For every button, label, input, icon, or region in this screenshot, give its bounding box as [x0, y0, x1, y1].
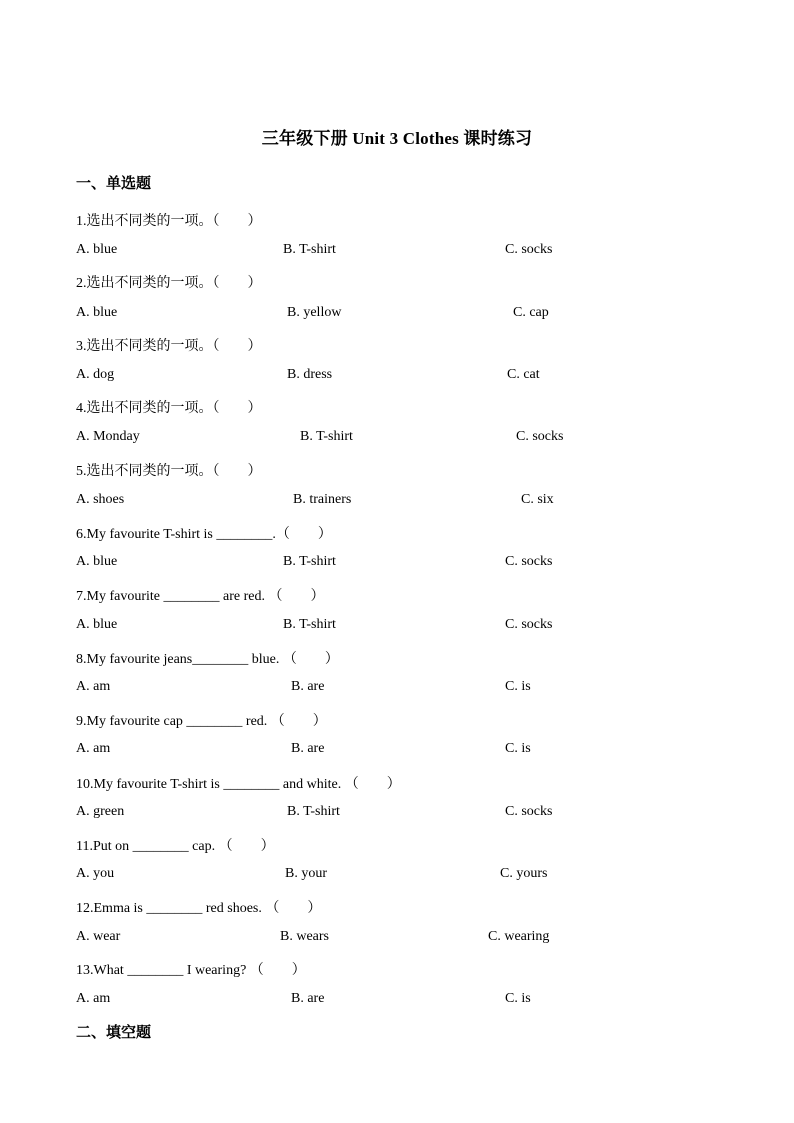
question-stem: 8.My favourite jeans________ blue. （ ）: [76, 652, 339, 667]
option-a: A. blue: [76, 305, 118, 320]
option-b: B. T-shirt: [283, 554, 336, 569]
option-b: B. T-shirt: [283, 617, 336, 632]
question-stem: 10.My favourite T-shirt is ________ and white. （ ）: [76, 777, 401, 792]
option-b: B. your: [285, 866, 327, 881]
question-stem: 9.My favourite cap ________ red. （ ）: [76, 714, 327, 729]
option-c: C. socks: [505, 804, 553, 819]
option-a: A. blue: [76, 242, 118, 257]
option-a: A. am: [76, 679, 111, 694]
section-heading-single-choice: 一、单选题: [76, 176, 152, 192]
question-stem: 6.My favourite T-shirt is ________.（ ）: [76, 527, 332, 542]
option-a: A. wear: [76, 929, 121, 944]
option-a: A. am: [76, 741, 111, 756]
option-c: C. yours: [500, 866, 548, 881]
option-a: A. blue: [76, 554, 118, 569]
section-heading-fill-in: 二、填空题: [76, 1025, 152, 1041]
option-c: C. wearing: [488, 929, 550, 944]
option-c: C. cap: [513, 305, 549, 320]
option-a: A. blue: [76, 617, 118, 632]
question-stem: 7.My favourite ________ are red. （ ）: [76, 589, 325, 604]
option-a: A. dog: [76, 367, 115, 382]
question-stem: 2.选出不同类的一项。（ ）: [76, 276, 262, 291]
option-c: C. socks: [505, 617, 553, 632]
option-b: B. wears: [280, 929, 329, 944]
option-b: B. trainers: [293, 492, 352, 507]
option-a: A. green: [76, 804, 125, 819]
option-c: C. is: [505, 741, 531, 756]
question-stem: 13.What ________ I wearing? （ ）: [76, 963, 306, 978]
option-c: C. socks: [516, 429, 564, 444]
option-b: B. are: [291, 679, 325, 694]
option-b: B. T-shirt: [283, 242, 336, 257]
option-b: B. are: [291, 991, 325, 1006]
question-stem: 1.选出不同类的一项。（ ）: [76, 214, 262, 229]
option-c: C. six: [521, 492, 554, 507]
option-a: A. you: [76, 866, 115, 881]
option-c: C. socks: [505, 554, 553, 569]
option-c: C. socks: [505, 242, 553, 257]
option-c: C. is: [505, 991, 531, 1006]
question-stem: 3.选出不同类的一项。（ ）: [76, 339, 262, 354]
option-b: B. are: [291, 741, 325, 756]
question-stem: 11.Put on ________ cap. （ ）: [76, 839, 275, 854]
question-stem: 5.选出不同类的一项。（ ）: [76, 464, 262, 479]
option-a: A. am: [76, 991, 111, 1006]
option-a: A. Monday: [76, 429, 140, 444]
option-a: A. shoes: [76, 492, 125, 507]
option-c: C. cat: [507, 367, 540, 382]
option-c: C. is: [505, 679, 531, 694]
option-b: B. T-shirt: [287, 804, 340, 819]
question-stem: 12.Emma is ________ red shoes. （ ）: [76, 901, 322, 916]
option-b: B. dress: [287, 367, 333, 382]
page-title: 三年级下册 Unit 3 Clothes 课时练习: [261, 129, 533, 148]
option-b: B. T-shirt: [300, 429, 353, 444]
option-b: B. yellow: [287, 305, 342, 320]
question-stem: 4.选出不同类的一项。（ ）: [76, 401, 262, 416]
